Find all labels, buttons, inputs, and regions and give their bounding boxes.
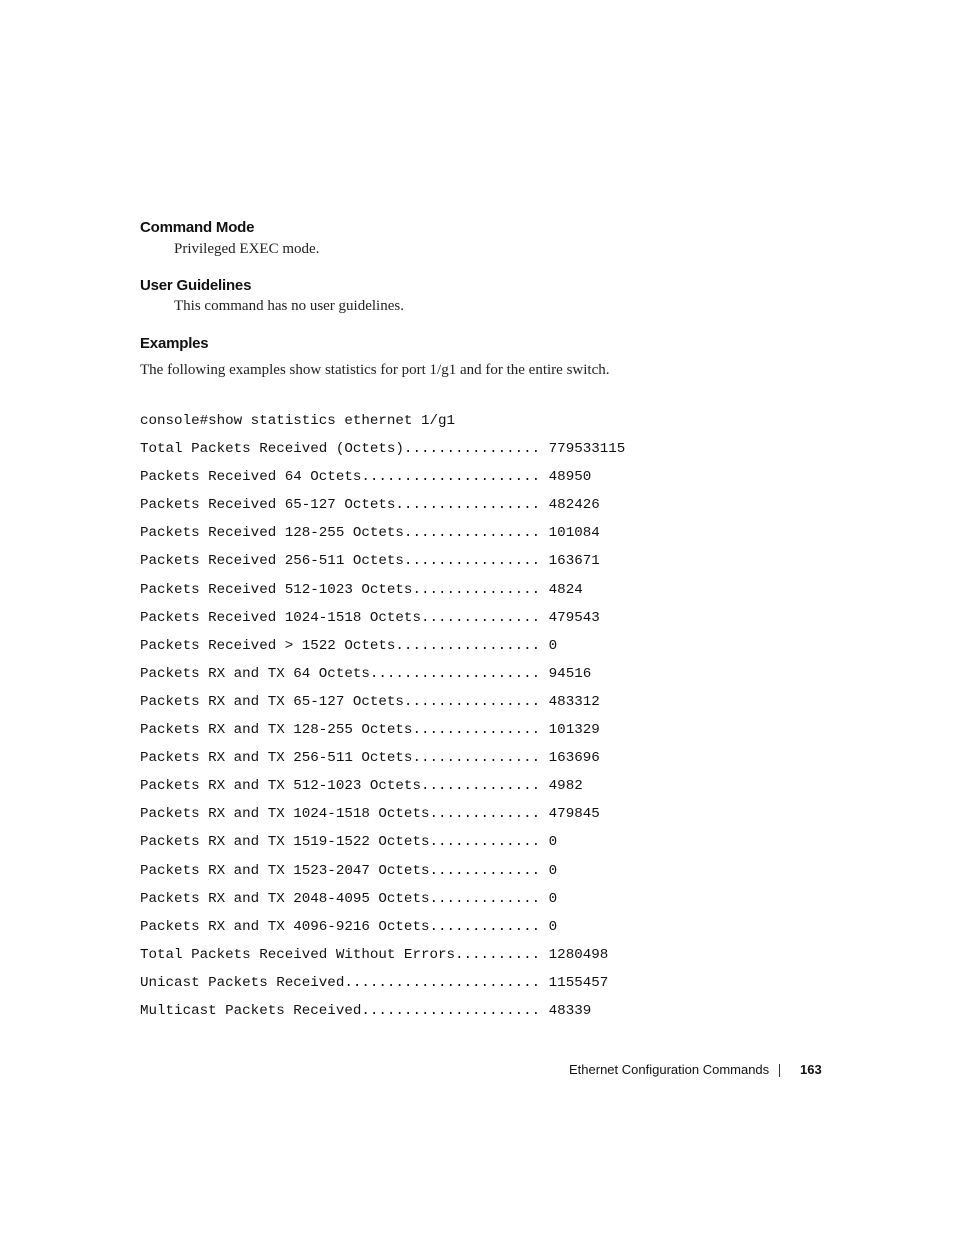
code-example-block	[140, 412, 625, 1030]
code-output-line: Packets RX and TX 2048-4095 Octets............. 0	[140, 890, 558, 907]
footer-section-title: Ethernet Configuration Commands	[569, 1062, 770, 1077]
code-output-line: Packets RX and TX 1024-1518 Octets............. 479845	[140, 806, 600, 823]
code-output-line: Packets RX and TX 1519-1522 Octets............. 0	[140, 834, 558, 851]
examples-heading: Examples	[140, 335, 209, 352]
footer-divider	[779, 1064, 780, 1077]
code-output-line: Packets RX and TX 512-1023 Octets.............. 4982	[140, 778, 583, 795]
code-output-line: Packets RX and TX 65-127 Octets................ 483312	[140, 693, 600, 710]
code-output-line: Total Packets Received (Octets)................ 779533115	[140, 441, 626, 458]
code-output-line: Packets Received 512-1023 Octets............... 4824	[140, 581, 583, 598]
code-output-line: Packets RX and TX 64 Octets.................... 94516	[140, 665, 592, 682]
code-output-line: Multicast Packets Received..................... 48339	[140, 1002, 592, 1019]
code-output-line: Packets Received 1024-1518 Octets.............. 479543	[140, 609, 600, 626]
code-output-line: Total Packets Received Without Errors.......... 1280498	[140, 946, 609, 963]
user-guidelines-heading: User Guidelines	[140, 277, 252, 294]
code-output-line: Packets RX and TX 4096-9216 Octets............. 0	[140, 918, 558, 935]
examples-intro-text: The following examples show statistics for port 1/g1 and for the entire switch.	[140, 362, 610, 378]
page-number: 163	[800, 1062, 822, 1077]
code-output-line: Packets RX and TX 256-511 Octets............... 163696	[140, 750, 600, 767]
code-output-line: Packets Received 256-511 Octets................ 163671	[140, 553, 600, 570]
code-output-line: Packets Received > 1522 Octets................. 0	[140, 637, 558, 654]
code-output-line: Packets Received 128-255 Octets................ 101084	[140, 525, 600, 542]
code-output-line: Packets RX and TX 1523-2047 Octets............. 0	[140, 862, 558, 879]
command-mode-text: Privileged EXEC mode.	[174, 241, 320, 257]
code-output-line: Packets Received 65-127 Octets................. 482426	[140, 497, 600, 514]
command-mode-heading: Command Mode	[140, 219, 255, 236]
code-command-line: console#show statistics ethernet 1/g1	[140, 413, 456, 429]
user-guidelines-text: This command has no user guidelines.	[174, 298, 404, 314]
code-output-line: Packets RX and TX 128-255 Octets............... 101329	[140, 722, 600, 739]
code-output-line: Packets Received 64 Octets..................... 48950	[140, 469, 592, 486]
code-output-line: Unicast Packets Received....................... 1155457	[140, 974, 609, 991]
